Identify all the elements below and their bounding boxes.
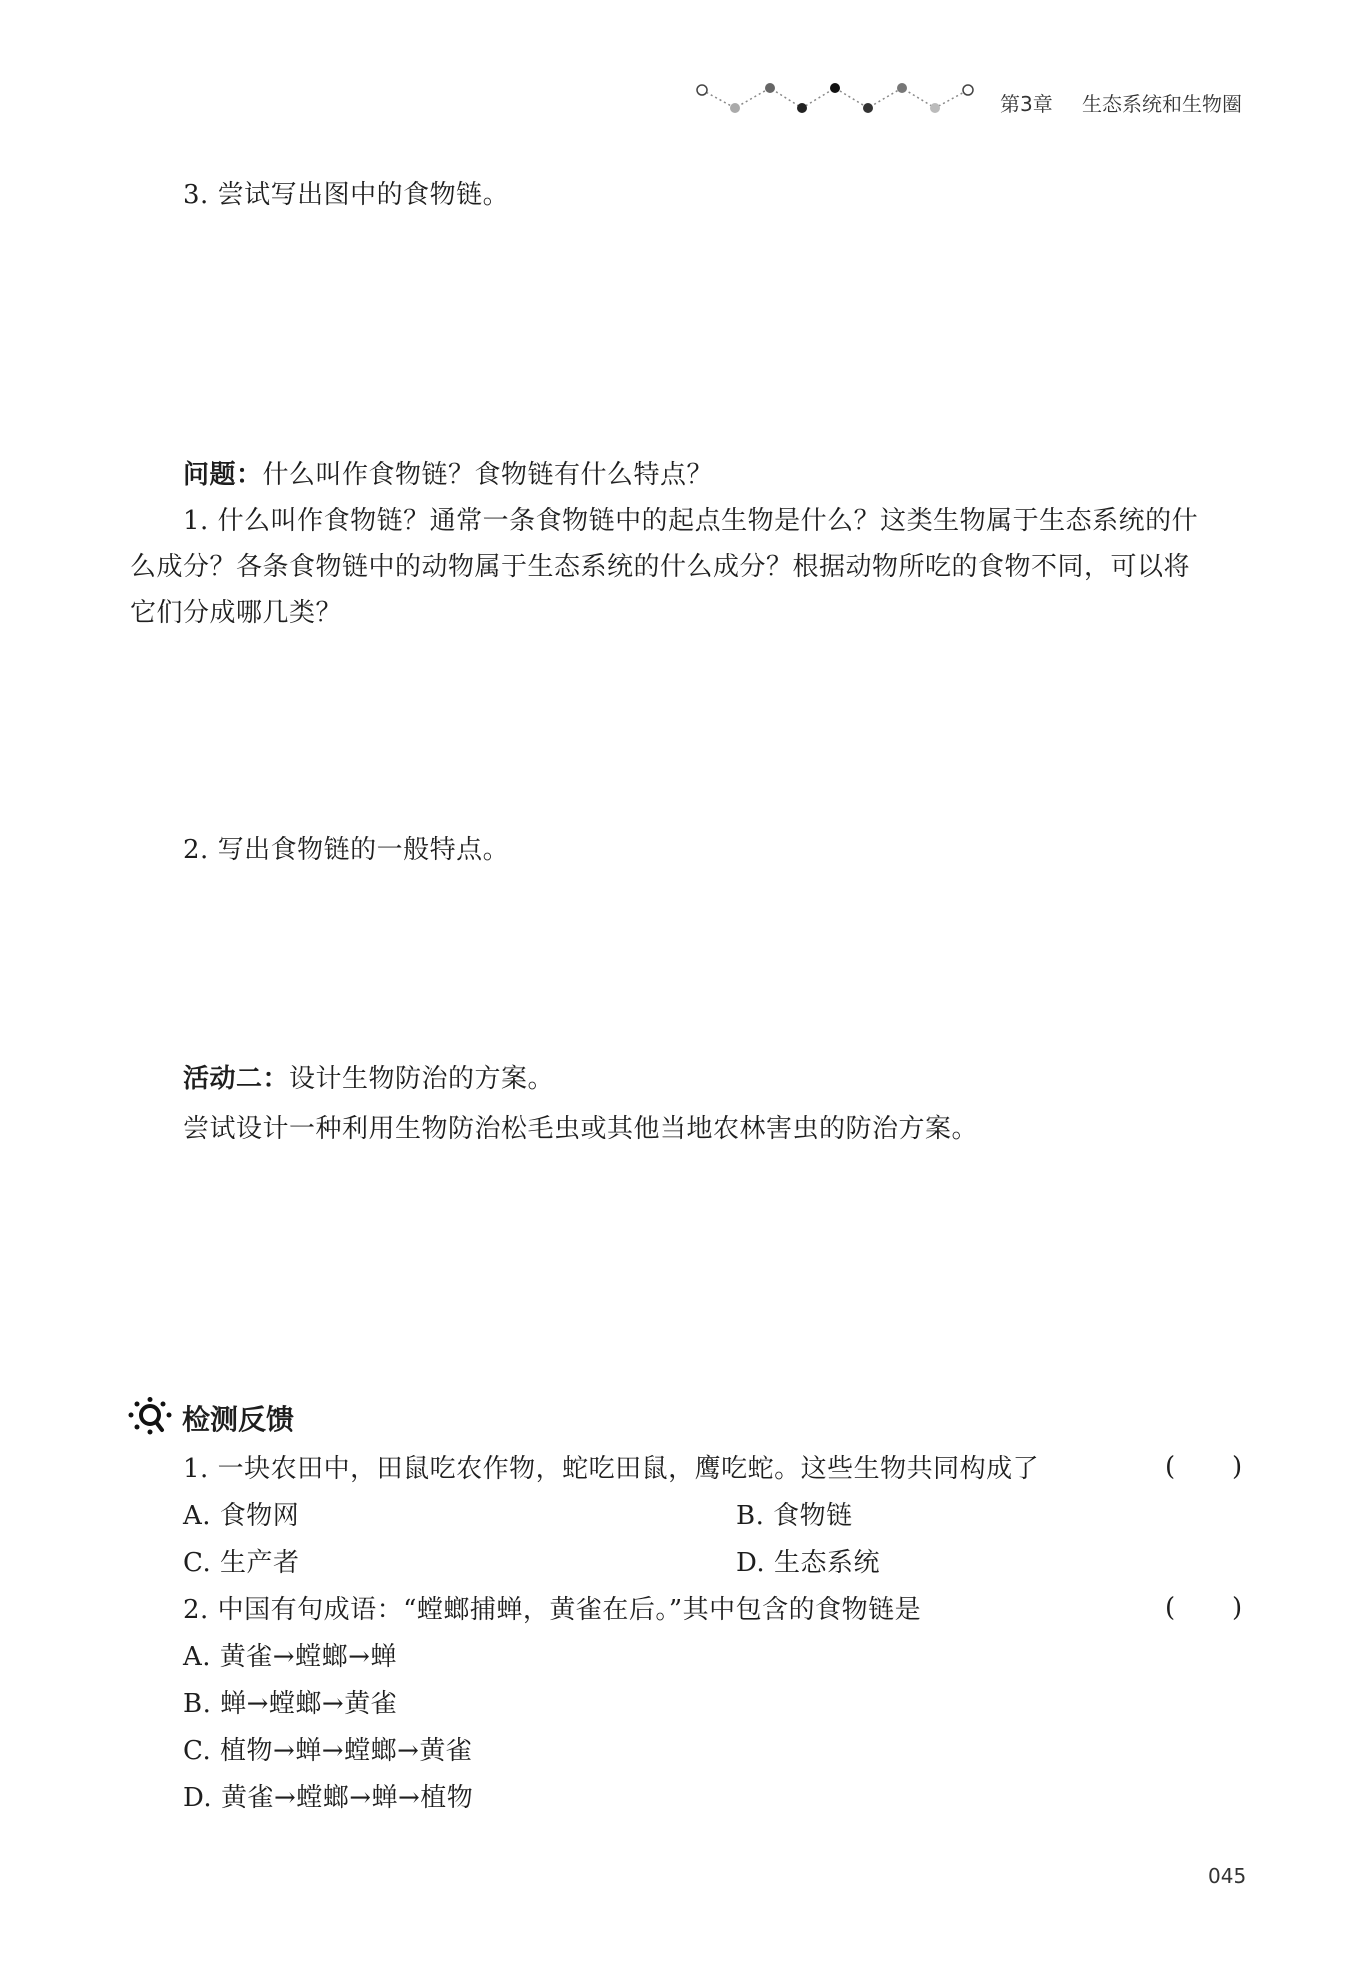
feedback-q2-paren-close: ) [1232,1593,1243,1623]
activity2-title: 设计生物防治的方案。 [289,1064,555,1094]
feedback-q2-option-c: C. 植物→蝉→螳螂→黄雀 [183,1736,473,1766]
feedback-q1-stem: 1. 一块农田中，田鼠吃农作物，蛇吃田鼠，鹰吃蛇。这些生物共同构成了 [183,1454,1040,1484]
feedback-q2-paren-open: ( [1165,1593,1176,1623]
question-3-prompt: 3. 尝试写出图中的食物链。 [183,180,510,210]
feedback-q2-option-a: A. 黄雀→螳螂→蝉 [183,1642,397,1672]
problem-heading [183,458,713,492]
feedback-q2-option-b: B. 蝉→螳螂→黄雀 [183,1689,398,1719]
activity2-description: 尝试设计一种利用生物防治松毛虫或其他当地农林害虫的防治方案。 [183,1114,979,1144]
activity2-label: 活动二： [183,1064,290,1094]
activity2-heading [183,1062,554,1096]
feedback-q1-option-b: B. 食物链 [736,1501,853,1531]
page-number: 045 [1208,1864,1247,1888]
problem-q2: 2. 写出食物链的一般特点。 [183,835,510,865]
feedback-title: 检测反馈 [182,1403,295,1436]
feedback-q1-paren-close: ) [1232,1452,1243,1482]
chapter-title: 生态系统和生物圈 [1082,92,1242,116]
problem-q1-line3: 它们分成哪几类？ [130,598,343,628]
feedback-q1-paren-open: ( [1165,1452,1176,1482]
feedback-q1-option-a: A. 食物网 [183,1501,300,1531]
feedback-q1-option-d: D. 生态系统 [736,1548,880,1578]
problem-q1-line1: 1. 什么叫作食物链？通常一条食物链中的起点生物是什么？这类生物属于生态系统的什 [183,506,1199,536]
dotted-wave-dots-icon [690,82,980,116]
feedback-q2-option-d: D. 黄雀→螳螂→蝉→植物 [183,1783,474,1813]
problem-q1-line2: 么成分？各条食物链中的动物属于生态系统的什么成分？根据动物所吃的食物不同，可以将 [130,552,1191,582]
magnifier-sun-icon [127,1397,173,1437]
problem-label: 问题： [183,460,263,490]
chapter-number: 第3章 [1000,92,1053,116]
feedback-q1-option-c: C. 生产者 [183,1548,300,1578]
problem-text: 什么叫作食物链？食物链有什么特点？ [262,460,714,490]
feedback-q2-stem: 2. 中国有句成语：“螳螂捕蝉，黄雀在后。”其中包含的食物链是 [183,1595,922,1625]
